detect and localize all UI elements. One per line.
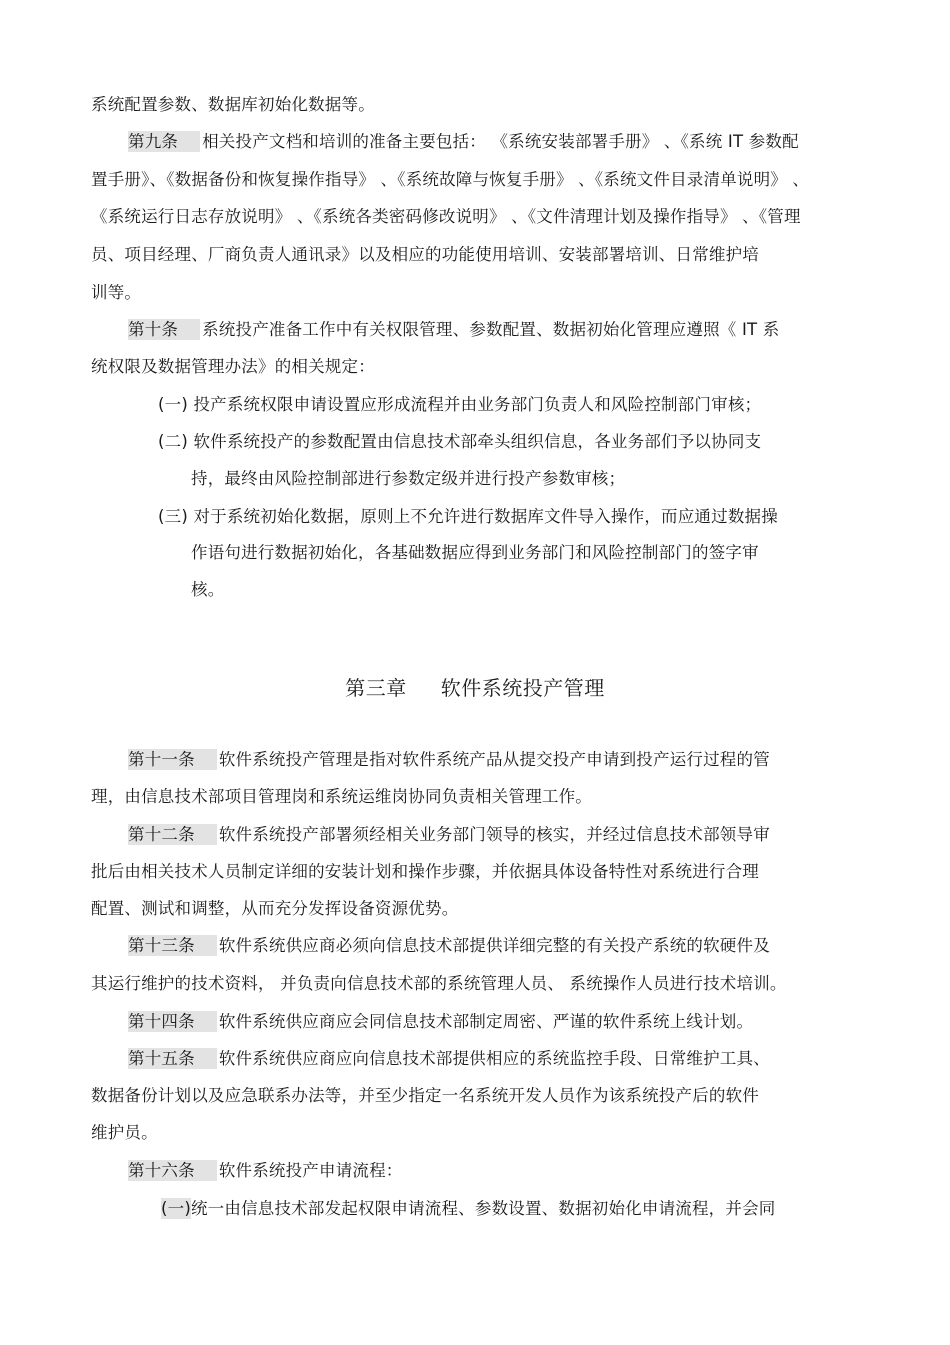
article-label: 第十条	[128, 319, 200, 340]
list-number: (三)	[158, 507, 188, 526]
article-label: 第十五条	[128, 1048, 217, 1069]
list-item-16-1: (一)统一由信息技术部发起权限申请流程、参数设置、数据初始化申请流程，并会同	[161, 1199, 776, 1218]
article-label: 第十二条	[128, 824, 217, 845]
list-item-3: (三) 对于系统初始化数据，原则上不允许进行数据库文件导入操作，而应通过数据操	[158, 507, 778, 526]
article-9-line-3: 《系统运行日志存放说明》 、《系统各类密码修改说明》 、《文件清理计划及操作指导》 、《管理	[91, 207, 801, 226]
article-label: 第十一条	[128, 749, 217, 770]
list-number: (一)	[161, 1199, 191, 1218]
article-11-line-1: 第十一条 软件系统投产管理是指对软件系统产品从提交投产申请到投产运行过程的管	[128, 750, 770, 769]
article-9-line-5: 训等。	[91, 283, 142, 302]
article-16-line-1: 第十六条 软件系统投产申请流程：	[128, 1161, 403, 1180]
article-9-line-1: 第九条 相关投产文档和培训的准备主要包括： 《系统安装部署手册》 、《系统 IT 参数配	[128, 132, 799, 151]
chapter-number: 第三章	[345, 676, 407, 700]
list-item-3-cont-2: 核。	[191, 580, 225, 599]
article-label: 第十六条	[128, 1160, 217, 1181]
article-label: 第九条	[128, 131, 200, 152]
list-item-2-cont: 持，最终由风险控制部进行参数定级并进行投产参数审核；	[191, 469, 626, 488]
paragraph-continuation: 系统配置参数、数据库初始化数据等。	[91, 95, 375, 114]
article-label: 第十三条	[128, 935, 217, 956]
list-item-3-cont-1: 作语句进行数据初始化，各基础数据应得到业务部门和风险控制部门的签字审	[191, 543, 759, 562]
article-label: 第十四条	[128, 1011, 217, 1032]
chapter-heading	[0, 676, 950, 700]
article-15-line-3: 维护员。	[91, 1123, 158, 1142]
article-13-line-1: 第十三条 软件系统供应商必须向信息技术部提供详细完整的有关投产系统的软硬件及	[128, 936, 770, 955]
article-10-line-2: 统权限及数据管理办法》的相关规定：	[91, 357, 375, 376]
article-12-line-1: 第十二条 软件系统投产部署须经相关业务部门领导的核实，并经过信息技术部领导审	[128, 825, 770, 844]
article-15-line-2: 数据备份计划以及应急联系办法等，并至少指定一名系统开发人员作为该系统投产后的软件	[91, 1086, 759, 1105]
chapter-title: 软件系统投产管理	[440, 676, 605, 700]
article-14-line-1: 第十四条 软件系统供应商应会同信息技术部制定周密、严谨的软件系统上线计划。	[128, 1012, 754, 1031]
article-12-line-3: 配置、测试和调整，从而充分发挥设备资源优势。	[91, 899, 459, 918]
article-10-line-1: 第十条 系统投产准备工作中有关权限管理、参数配置、数据初始化管理应遵照《 IT 系	[128, 320, 780, 339]
article-11-line-2: 理，由信息技术部项目管理岗和系统运维岗协同负责相关管理工作。	[91, 787, 592, 806]
article-12-line-2: 批后由相关技术人员制定详细的安装计划和操作步骤，并依据具体设备特性对系统进行合理	[91, 862, 759, 881]
list-number: (一)	[158, 395, 188, 414]
list-item-2: (二) 软件系统投产的参数配置由信息技术部牵头组织信息，各业务部们予以协同支	[158, 432, 762, 451]
article-13-line-2: 其运行维护的技术资料， 并负责向信息技术部的系统管理人员、 系统操作人员进行技术培训。	[91, 974, 787, 993]
list-item-1: (一) 投产系统权限申请设置应形成流程并由业务部门负责人和风险控制部门审核；	[158, 395, 762, 414]
article-9-line-2: 置手册》、《数据备份和恢复操作指导》 、《系统故障与恢复手册》 、《系统文件目录清单说明》 、	[91, 170, 810, 189]
list-number: (二)	[158, 432, 188, 451]
article-9-line-4: 员、项目经理、厂商负责人通讯录》以及相应的功能使用培训、安装部署培训、日常维护培	[91, 245, 759, 264]
article-15-line-1: 第十五条 软件系统供应商应向信息技术部提供相应的系统监控手段、日常维护工具、	[128, 1049, 770, 1068]
